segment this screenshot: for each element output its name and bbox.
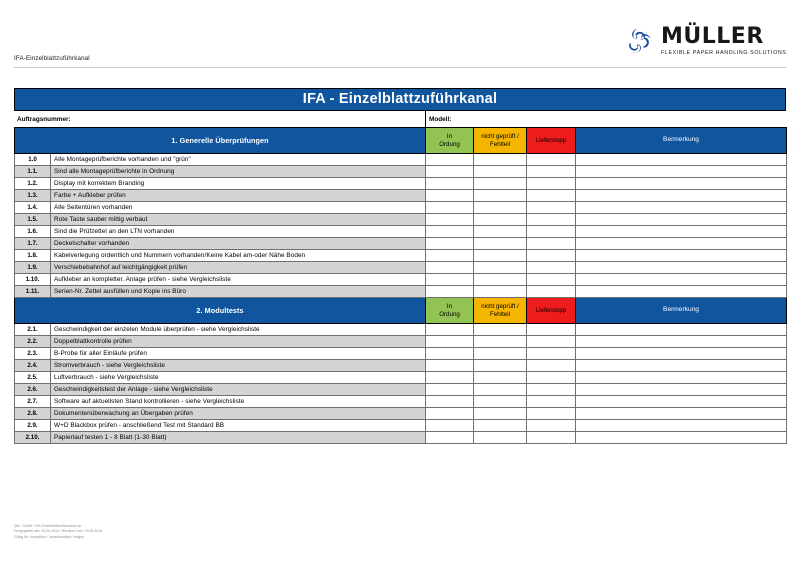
nicht-geprueft-line2: Fehlteil <box>490 140 510 148</box>
cell-bermerkung[interactable] <box>576 360 787 372</box>
row-number: 1.6. <box>15 226 51 238</box>
row-description: Kabelverlegung ordentlich und Nummern vorhanden/Keine Kabel am-oder Nähe Boden <box>51 250 426 262</box>
cell-in-ordung[interactable] <box>426 226 474 238</box>
table-row[interactable] <box>15 420 787 432</box>
modell-field[interactable] <box>425 111 786 127</box>
in-ordung-line1: In <box>446 132 453 140</box>
row-number: 2.2. <box>15 336 51 348</box>
cell-bermerkung[interactable] <box>576 432 787 444</box>
cell-lieferstopp[interactable] <box>527 250 576 262</box>
cell-bermerkung[interactable] <box>576 324 787 336</box>
cell-bermerkung[interactable] <box>576 396 787 408</box>
document-kicker: IFA-Einzelblattzuführkanal <box>14 55 90 62</box>
cell-lieferstopp[interactable] <box>527 238 576 250</box>
row-number: 1.11. <box>15 286 51 298</box>
cell-bermerkung[interactable] <box>576 348 787 360</box>
row-description: Geschwindigkeit der einzelen Module überprüfen - siehe Vergleichsliste <box>51 324 426 336</box>
column-header-lieferstopp: Lieferstopp <box>527 298 576 324</box>
cell-lieferstopp[interactable] <box>527 274 576 286</box>
cell-lieferstopp[interactable] <box>527 384 576 396</box>
cell-in-ordung[interactable] <box>426 190 474 202</box>
cell-in-ordung[interactable] <box>426 408 474 420</box>
cell-bermerkung[interactable] <box>576 238 787 250</box>
cell-nicht-geprueft[interactable] <box>474 226 527 238</box>
row-number: 2.5. <box>15 372 51 384</box>
row-description: W+D Blackbox prüfen - anschließend Test mit Standard BB <box>51 420 426 432</box>
cell-bermerkung[interactable] <box>576 408 787 420</box>
auftragsnummer-field[interactable] <box>14 111 425 127</box>
cell-nicht-geprueft[interactable] <box>474 154 527 166</box>
cell-nicht-geprueft[interactable] <box>474 202 527 214</box>
brand-text-block <box>661 24 787 56</box>
column-header-in-ordung <box>426 298 474 324</box>
cell-lieferstopp[interactable] <box>527 348 576 360</box>
header-divider <box>14 67 786 68</box>
row-description: Geschwindigkeitstest der Anlage - siehe Vergleichsliste <box>51 384 426 396</box>
table-row[interactable] <box>15 396 787 408</box>
in-ordung-line1: In <box>446 302 453 310</box>
cell-in-ordung[interactable] <box>426 396 474 408</box>
cell-nicht-geprueft[interactable] <box>474 178 527 190</box>
table-row[interactable] <box>15 384 787 396</box>
cell-nicht-geprueft[interactable] <box>474 166 527 178</box>
cell-nicht-geprueft[interactable] <box>474 360 527 372</box>
cell-in-ordung[interactable] <box>426 178 474 190</box>
cell-bermerkung[interactable] <box>576 154 787 166</box>
column-header-bermerkung: Bermerkung <box>576 128 787 154</box>
nicht-geprueft-line1: nicht geprüft / <box>481 132 519 140</box>
row-number: 1.2. <box>15 178 51 190</box>
column-header-lieferstopp: Lieferstopp <box>527 128 576 154</box>
cell-in-ordung[interactable] <box>426 384 474 396</box>
cell-in-ordung[interactable] <box>426 336 474 348</box>
row-number: 1.3. <box>15 190 51 202</box>
row-number: 1.8. <box>15 250 51 262</box>
cell-lieferstopp[interactable] <box>527 154 576 166</box>
cell-bermerkung[interactable] <box>576 190 787 202</box>
checklist-sheet <box>14 88 786 444</box>
cell-bermerkung[interactable] <box>576 214 787 226</box>
cell-lieferstopp[interactable] <box>527 226 576 238</box>
row-description: Papierlauf testen 1 - 8 Blatt (1-30 Blatt) <box>51 432 426 444</box>
cell-bermerkung[interactable] <box>576 166 787 178</box>
row-number: 2.10. <box>15 432 51 444</box>
footer-line-3: Gültig für: Inspektion / Verantwortlich: Hagley <box>14 534 85 539</box>
row-number: 1.4. <box>15 202 51 214</box>
cell-in-ordung[interactable] <box>426 274 474 286</box>
row-description: Dokumentenüberwachung an Übergaben prüfen <box>51 408 426 420</box>
nicht-geprueft-line1: nicht geprüft / <box>481 302 519 310</box>
row-description: Alle Seitentüren vorhanden <box>51 202 426 214</box>
cell-in-ordung[interactable] <box>426 360 474 372</box>
sheet-title-bar <box>14 88 786 111</box>
cell-in-ordung[interactable] <box>426 348 474 360</box>
cell-nicht-geprueft[interactable] <box>474 324 527 336</box>
table-row[interactable] <box>15 336 787 348</box>
cell-in-ordung[interactable] <box>426 420 474 432</box>
table-row[interactable] <box>15 178 787 190</box>
cell-in-ordung[interactable] <box>426 324 474 336</box>
table-row[interactable] <box>15 324 787 336</box>
cell-nicht-geprueft[interactable] <box>474 190 527 202</box>
checklist-body <box>15 128 787 444</box>
row-description: Deckelschalter vorhanden <box>51 238 426 250</box>
cell-lieferstopp[interactable] <box>527 214 576 226</box>
cell-nicht-geprueft[interactable] <box>474 372 527 384</box>
cell-bermerkung[interactable] <box>576 250 787 262</box>
column-header-nicht-geprueft <box>474 298 527 324</box>
cell-nicht-geprueft[interactable] <box>474 238 527 250</box>
cell-in-ordung[interactable] <box>426 262 474 274</box>
row-description: Verschiebebahnhof auf leichtgängigkeit prüfen <box>51 262 426 274</box>
table-row[interactable] <box>15 262 787 274</box>
cell-nicht-geprueft[interactable] <box>474 396 527 408</box>
row-number: 2.8. <box>15 408 51 420</box>
cell-lieferstopp[interactable] <box>527 396 576 408</box>
column-header-bermerkung: Bermerkung <box>576 298 787 324</box>
cell-bermerkung[interactable] <box>576 372 787 384</box>
table-row[interactable] <box>15 408 787 420</box>
footer-line-1: QM : 01049 / IFA-Einzelblattzuführkanal.xls <box>14 524 82 528</box>
modell-label: Modell: <box>429 115 452 123</box>
cell-bermerkung[interactable] <box>576 226 787 238</box>
brand-tagline: FLEXIBLE PAPER HANDLING SOLUTIONS <box>661 50 787 56</box>
in-ordung-line2: Ordung <box>439 140 460 148</box>
row-number: 1.10. <box>15 274 51 286</box>
cell-nicht-geprueft[interactable] <box>474 408 527 420</box>
footer-line-2: Freigegeben am: 03.06.2016 / Revision vom: 03.06.2016 <box>14 529 103 534</box>
row-number: 1.5. <box>15 214 51 226</box>
section-header-row <box>15 128 787 154</box>
row-number: 1.1. <box>15 166 51 178</box>
cell-nicht-geprueft[interactable] <box>474 214 527 226</box>
row-number: 2.9. <box>15 420 51 432</box>
table-row[interactable] <box>15 432 787 444</box>
cell-in-ordung[interactable] <box>426 238 474 250</box>
cell-nicht-geprueft[interactable] <box>474 384 527 396</box>
section-title: 2. Modultests <box>15 298 426 324</box>
table-row[interactable] <box>15 348 787 360</box>
table-row[interactable] <box>15 154 787 166</box>
row-description: Alle Montageprüfberichte vorhanden und "grün" <box>51 154 426 166</box>
table-row[interactable] <box>15 250 787 262</box>
row-description: Aufkleber an kompletter. Anlage prüfen - siehe Vergleichsliste <box>51 274 426 286</box>
cell-lieferstopp[interactable] <box>527 432 576 444</box>
page-title: IFA - Einzelblattzuführkanal <box>302 91 498 108</box>
row-description: Luftverbrauch - siehe Vergleichsliste <box>51 372 426 384</box>
cell-in-ordung[interactable] <box>426 202 474 214</box>
cell-nicht-geprueft[interactable] <box>474 432 527 444</box>
row-description: Farbe + Aufkleber prüfen <box>51 190 426 202</box>
auftragsnummer-label: Auftragsnummer: <box>17 115 71 123</box>
cell-in-ordung[interactable] <box>426 214 474 226</box>
row-number: 2.7. <box>15 396 51 408</box>
table-row[interactable] <box>15 190 787 202</box>
row-description: Serien-Nr. Zettel ausfüllen und Kopie ins Büro <box>51 286 426 298</box>
muller-swirl-icon <box>624 26 654 56</box>
row-description: Sind alle Montageprüfberichte in Ordnung <box>51 166 426 178</box>
table-row[interactable] <box>15 226 787 238</box>
cell-nicht-geprueft[interactable] <box>474 348 527 360</box>
nicht-geprueft-line2: Fehlteil <box>490 310 510 318</box>
row-description: Sind die Prüfzettel an den LTN vorhanden <box>51 226 426 238</box>
company-logo <box>624 24 787 56</box>
checklist-table <box>14 127 787 444</box>
cell-lieferstopp[interactable] <box>527 190 576 202</box>
cell-lieferstopp[interactable] <box>527 336 576 348</box>
brand-name: MÜLLER <box>661 24 764 49</box>
cell-lieferstopp[interactable] <box>527 372 576 384</box>
row-description: Software auf aktuellsten Stand kontrollieren - siehe Vergleichsliste <box>51 396 426 408</box>
cell-lieferstopp[interactable] <box>527 286 576 298</box>
table-row[interactable] <box>15 286 787 298</box>
cell-lieferstopp[interactable] <box>527 324 576 336</box>
cell-nicht-geprueft[interactable] <box>474 420 527 432</box>
row-number: 2.4. <box>15 360 51 372</box>
in-ordung-line2: Ordung <box>439 310 460 318</box>
section-title: 1. Generelle Überprüfungen <box>15 128 426 154</box>
cell-bermerkung[interactable] <box>576 420 787 432</box>
table-row[interactable] <box>15 214 787 226</box>
row-description: B-Probe für aller Einläufe prüfen <box>51 348 426 360</box>
page-footer <box>14 524 514 540</box>
cell-bermerkung[interactable] <box>576 286 787 298</box>
column-header-nicht-geprueft <box>474 128 527 154</box>
cell-bermerkung[interactable] <box>576 336 787 348</box>
cell-nicht-geprueft[interactable] <box>474 336 527 348</box>
table-row[interactable] <box>15 238 787 250</box>
table-row[interactable] <box>15 360 787 372</box>
cell-in-ordung[interactable] <box>426 286 474 298</box>
cell-lieferstopp[interactable] <box>527 360 576 372</box>
table-row[interactable] <box>15 274 787 286</box>
row-description: Display mit korrektem Branding <box>51 178 426 190</box>
table-row[interactable] <box>15 202 787 214</box>
cell-nicht-geprueft[interactable] <box>474 274 527 286</box>
column-header-in-ordung <box>426 128 474 154</box>
row-number: 2.6. <box>15 384 51 396</box>
table-row[interactable] <box>15 372 787 384</box>
cell-in-ordung[interactable] <box>426 372 474 384</box>
cell-nicht-geprueft[interactable] <box>474 250 527 262</box>
cell-bermerkung[interactable] <box>576 274 787 286</box>
cell-bermerkung[interactable] <box>576 262 787 274</box>
cell-lieferstopp[interactable] <box>527 202 576 214</box>
cell-lieferstopp[interactable] <box>527 178 576 190</box>
cell-in-ordung[interactable] <box>426 432 474 444</box>
cell-lieferstopp[interactable] <box>527 420 576 432</box>
row-number: 2.1. <box>15 324 51 336</box>
row-number: 2.3. <box>15 348 51 360</box>
cell-bermerkung[interactable] <box>576 202 787 214</box>
row-number: 1.9. <box>15 262 51 274</box>
row-number: 1.0 <box>15 154 51 166</box>
order-meta-row <box>14 111 786 127</box>
page-header <box>0 0 800 68</box>
cell-lieferstopp[interactable] <box>527 166 576 178</box>
cell-in-ordung[interactable] <box>426 154 474 166</box>
cell-nicht-geprueft[interactable] <box>474 262 527 274</box>
cell-bermerkung[interactable] <box>576 178 787 190</box>
row-number: 1.7. <box>15 238 51 250</box>
row-description: Rote Taste sauber mittig verbaut <box>51 214 426 226</box>
row-description: Stromverbrauch - siehe Vergleichsliste <box>51 360 426 372</box>
cell-nicht-geprueft[interactable] <box>474 286 527 298</box>
cell-bermerkung[interactable] <box>576 384 787 396</box>
cell-in-ordung[interactable] <box>426 166 474 178</box>
cell-in-ordung[interactable] <box>426 250 474 262</box>
cell-lieferstopp[interactable] <box>527 408 576 420</box>
cell-lieferstopp[interactable] <box>527 262 576 274</box>
section-header-row <box>15 298 787 324</box>
table-row[interactable] <box>15 166 787 178</box>
row-description: Doppelblattkontrolle prüfen <box>51 336 426 348</box>
